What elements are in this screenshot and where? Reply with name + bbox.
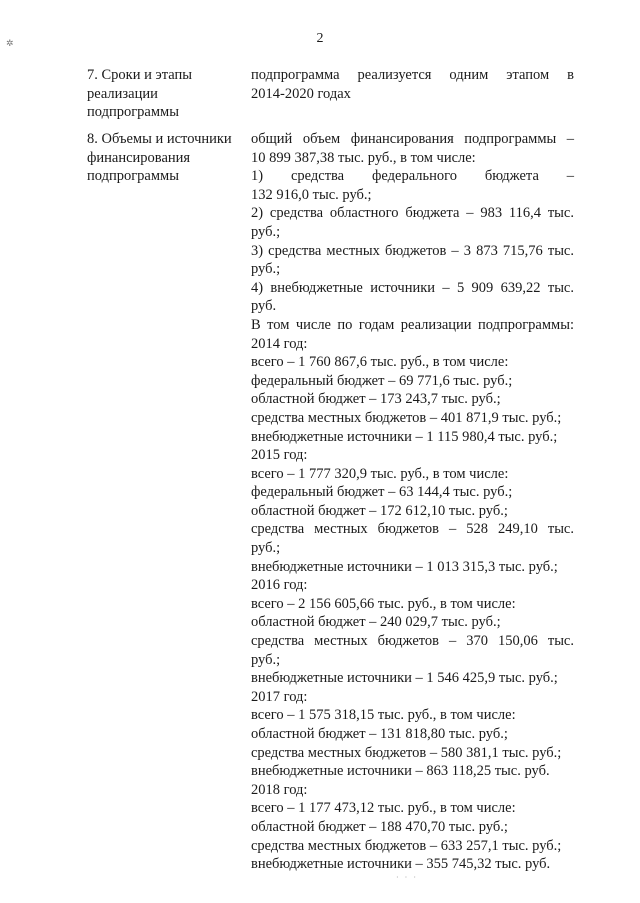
text-line: всего – 1 760 867,6 тыс. руб., в том числе: (251, 354, 509, 371)
section-content (251, 66, 574, 103)
text-line: 4) внебюджетные источники – 5 909 639,22 тыс. (251, 279, 574, 296)
text-line: внебюджетные источники – 1 013 315,3 тыс. руб.; (251, 558, 558, 575)
text-line: областной бюджет – 172 612,10 тыс. руб.; (251, 502, 508, 519)
text-line: всего – 1 575 318,15 тыс. руб., в том числе: (251, 707, 516, 724)
section-label (87, 66, 237, 122)
text-line: В том числе по годам реализации подпрограммы: (251, 316, 574, 333)
text-line: 132 916,0 тыс. руб.; (251, 186, 372, 203)
text-line: руб.; (251, 223, 281, 240)
text-line: руб.; (251, 651, 281, 668)
text-line: руб.; (251, 540, 281, 557)
text-line: средства местных бюджетов – 528 249,10 тыс. (251, 521, 574, 538)
text-line: 3) средства местных бюджетов – 3 873 715,76 тыс. (251, 242, 574, 259)
text-line: подпрограмма реализуется одним этапом в (251, 67, 574, 83)
text-line: внебюджетные источники – 863 118,25 тыс. руб. (251, 763, 550, 780)
text-line: внебюджетные источники – 1 115 980,4 тыс. руб.; (251, 428, 558, 445)
text-line: 2015 год: (251, 447, 308, 464)
text-line: 2014-2020 годах (251, 85, 351, 102)
text-line: средства местных бюджетов – 580 381,1 тыс. руб.; (251, 744, 562, 761)
text-line: руб. (251, 298, 277, 315)
text-line: 10 899 387,38 тыс. руб., в том числе: (251, 149, 476, 166)
text-line: средства местных бюджетов – 401 871,9 тыс. руб.; (251, 409, 562, 426)
text-line: федеральный бюджет – 63 144,4 тыс. руб.; (251, 484, 513, 501)
section-label-line: подпрограммы (87, 168, 179, 185)
section-label-line: финансирования (87, 149, 191, 166)
text-line: 1) средства федерального бюджета – (251, 168, 574, 185)
text-line: 2018 год: (251, 781, 308, 798)
text-line: руб.; (251, 261, 281, 278)
text-line: 2016 год: (251, 577, 308, 594)
text-line: 2014 год: (251, 335, 308, 352)
text-line: областной бюджет – 188 470,70 тыс. руб.; (251, 818, 508, 835)
text-line: 2017 год: (251, 688, 308, 705)
section-label (87, 130, 237, 186)
scan-artifact-mark: ✲ (6, 38, 14, 48)
text-line: областной бюджет – 173 243,7 тыс. руб.; (251, 391, 501, 408)
text-line: областной бюджет – 131 818,80 тыс. руб.; (251, 726, 508, 742)
section-label-line: 8. Объемы и источники (87, 131, 232, 147)
text-line: областной бюджет – 240 029,7 тыс. руб.; (251, 614, 501, 631)
text-line: общий объем финансирования подпрограммы – (251, 131, 574, 147)
section-label-line: реализации (87, 85, 158, 102)
text-line: средства местных бюджетов – 370 150,06 тыс. (251, 633, 574, 650)
text-line: внебюджетные источники – 355 745,32 тыс. руб. (251, 856, 551, 873)
scan-artifact-mark: · · · (396, 873, 418, 882)
text-line: федеральный бюджет – 69 771,6 тыс. руб.; (251, 372, 513, 389)
section-label-line: подпрограммы (87, 104, 179, 121)
text-line: всего – 2 156 605,66 тыс. руб., в том числе: (251, 595, 516, 612)
text-line: всего – 1 777 320,9 тыс. руб., в том числе: (251, 465, 509, 482)
text-line: средства местных бюджетов – 633 257,1 тыс. руб.; (251, 837, 562, 854)
section-label-line: 7. Сроки и этапы (87, 67, 192, 83)
section-content (251, 130, 574, 874)
text-line: 2) средства областного бюджета – 983 116,4 тыс. (251, 205, 574, 222)
page-number: 2 (316, 31, 324, 46)
text-line: всего – 1 177 473,12 тыс. руб., в том числе: (251, 800, 516, 817)
text-line: внебюджетные источники – 1 546 425,9 тыс. руб.; (251, 670, 558, 687)
